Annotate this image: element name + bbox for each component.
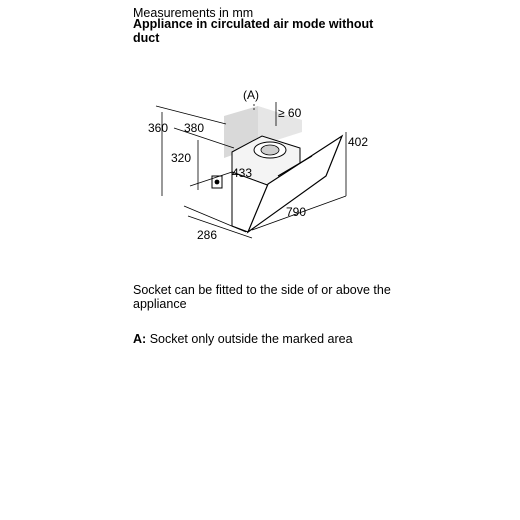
- legend-key: A:: [133, 332, 147, 346]
- legend-line: [133, 332, 353, 346]
- dim-286: 286: [197, 228, 218, 242]
- fan-core: [261, 145, 279, 155]
- units-caption: Measurements in mm: [133, 6, 254, 20]
- socket-note: Socket can be fitted to the side of or above the appliance: [133, 283, 391, 311]
- dim-402: 402: [348, 135, 369, 149]
- dim-433: 433: [232, 166, 253, 180]
- mode-title: Appliance in circulated air mode without duct: [133, 17, 374, 45]
- clearance-label: ≥ 60: [278, 106, 302, 120]
- marker-label: (A): [243, 88, 259, 102]
- legend-text: Socket only outside the marked area: [149, 332, 353, 346]
- socket-hole: [215, 180, 220, 185]
- dim-380: 380: [184, 121, 205, 135]
- dim-360: 360: [148, 121, 169, 135]
- dim-790: 790: [286, 205, 307, 219]
- dim-320: 320: [171, 151, 192, 165]
